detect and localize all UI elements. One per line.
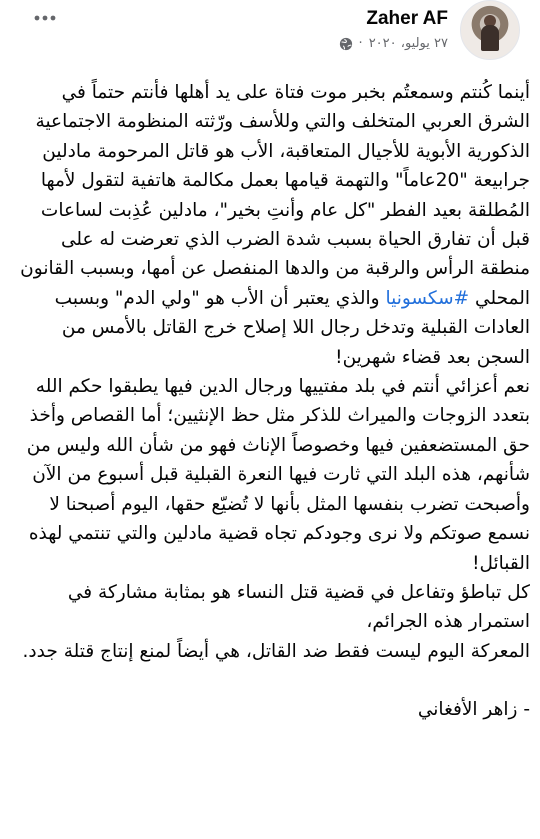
post-paragraph-2: نعم أعزائي أنتم في بلد مفتييها ورجال الدين فيها يطبقوا حكم الله بتعدد الزوجات والميراث للذكر مثل حظ الإنثيين؛ أما القصاص وأخذ حق المستضعفين فيها وخصوصاً الإناث فهو من شأن الله وليس من شأنهم، هذه البلد التي ثارت فيها النعرة القبلية قبل أسبوع من الآن وأصبحت تضرب بنفسها المثل بأنها لا تُضيّع حقها، اليوم أصبحنا لا نسمع صوتكم ولا نرى وجودكم تجاه قضية مادلين والتي تنتمي لهذه القبائل! [26,376,530,574]
hashtag-link[interactable]: #سكسونيا [385,287,470,309]
author-name[interactable]: Zaher AF [366,8,448,29]
post-signature: - زاهر الأفغاني [417,699,530,721]
post-date[interactable]: ٢٧ يوليو، ٢٠٢٠ [368,36,448,51]
avatar[interactable] [460,0,520,60]
post-body [10,78,530,725]
more-horizontal-icon [33,14,57,22]
paragraph-1-text-a: أينما كُنتم وسمعتُم بخبر موت فتاة على يد أهلها فأنتم حتماً في الشرق العربي المتخلف والتي وللأسف ورّثته المنظومة الاجتماعية الذكورية الأبوية للأجيال المتعاقبة، الأب هو قاتل المرحومة مادلين جرابيعة "20عاماً" والتهمة قيامها بعمل مكالمة هاتفية لتقول لأمها المُطلقة بعيد الفطر "كل عام وأنتِ بخير"، مادلين عُذِبت لساعات قبل أن تفارق الحياة بسبب شدة الضرب الذي تعرضت له على منطقة الرأس والرقبة من والدها المنفصل عن أمها، وبسبب القانون المحلي [20,82,530,309]
post-paragraph-3: كل تباطؤ وتفاعل في قضية قتل النساء هو بمثابة مشاركة في استمرار هذه الجرائم، [67,581,530,633]
paragraph-1-text-b: والذي يعتبر أن الأب هو "ولي الدم" وبسبب العادات القبلية وتدخل رجال اللا إصلاح خرج القاتل بالأمس من السجن بعد قضاء شهرين! [54,287,530,368]
more-options-button[interactable] [30,8,60,28]
post-header [0,0,540,70]
post-paragraph-1 [10,78,530,372]
author-block [339,8,448,51]
globe-icon[interactable] [339,37,353,51]
avatar-figure [481,25,499,51]
post-meta [339,36,448,51]
meta-separator: · [358,36,363,51]
post-paragraph-4: المعركة اليوم ليست فقط ضد القاتل، هي أيضاً لمنع إنتاج قتلة جدد. [22,640,530,662]
